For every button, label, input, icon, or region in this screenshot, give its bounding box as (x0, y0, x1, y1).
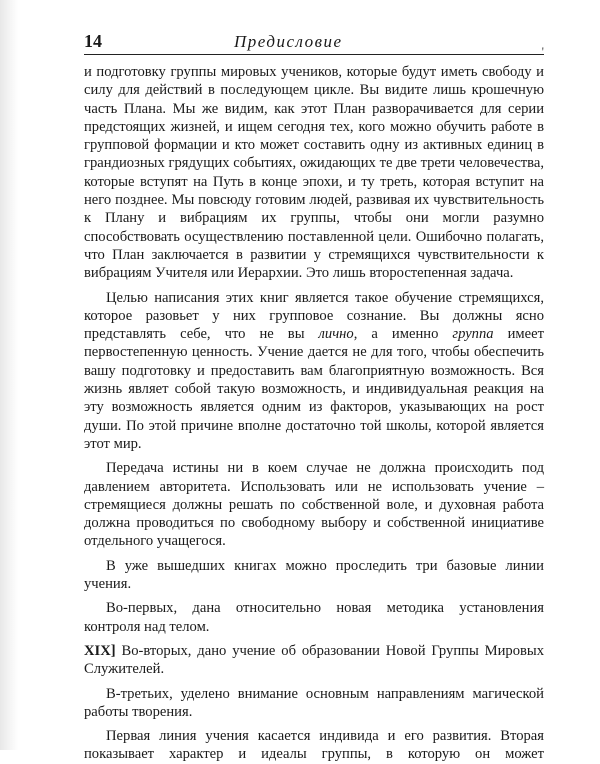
paragraph (84, 642, 544, 679)
binding-shadow (0, 0, 18, 750)
paragraph (84, 289, 544, 454)
paragraph (84, 557, 544, 594)
emphasis-text: лично (318, 326, 354, 343)
running-title: Предисловие (234, 32, 343, 51)
emphasis-text: группа (452, 326, 494, 343)
margin-mark: ' (541, 44, 544, 59)
body-text (84, 63, 544, 764)
page-marker: XIX] (84, 642, 116, 659)
paragraph (84, 599, 544, 636)
paragraph-text: Целью написания этих книг является такое обучение стремящихся, которое разовьет у них групповое сознание. Вы должны ясно представлять себе, что не вы (84, 289, 544, 343)
paragraph (84, 459, 544, 550)
paragraph-text: и подготовку группы мировых учеников, которые будут иметь свободу и силу для действий в последующем цикле. Вы видите лишь крошечную часть Плана. Мы же видим, как этот План разворачивается для серии предстоящих жизней, и ищем сегодня тех, кого можно обучить работе в групповой формации и кто может составить одну из активных единиц в грандиозных грядущих событиях, ожидающих те две трети человечества, которые вступят на Путь в конце эпохи, и ту треть, которая вступит на него позднее. Мы повсюду готовим людей, развивая их чувствительность к Плану и вибрациям их группы, чтобы они могли разумно способствовать осуществлению поставленной цели. Ошибочно полагать, что План заключается в развитии у стремящихся чувствительности к вибрациям Учителя или Иерархии. Это лишь второстепенная задача. (84, 64, 544, 282)
paragraph-text: имеет первостепенную ценность. Учение дается не для того, чтобы обеспечить вашу подготовку и предоставить вам благоприятную возможность. Вся жизнь являет собой такую возможность, и индивидуальная реакция на эту возможность является одним из факторов, указывающих на рост души. По этой причине вполне достаточно той школы, которой является этот мир. (84, 326, 544, 452)
paragraph-text: В уже вышедших книгах можно проследить три базовые линии учения. (84, 557, 544, 593)
paragraph-text: Во-вторых, дано учение об образовании Новой Группы Мировых Служителей. (84, 642, 544, 678)
paragraph (84, 685, 544, 722)
paragraph (84, 727, 544, 764)
paragraph-text: Передача истины ни в коем случае не должна происходить под давлением авторитета. Использовать или не использовать учение – стремящиеся должны решать по собственной воле, и духовная работа должна проводиться по свободному выбору и собственной инициативе отдельного учащегося. (84, 460, 544, 550)
page-header (84, 24, 544, 59)
paragraph-text: В-третьих, уделено внимание основным направлениям магической работы творения. (84, 685, 544, 720)
paragraph-text: Во-первых, дана относительно новая методика установления контроля над телом. (84, 600, 544, 635)
paragraph-text: Первая линия учения касается индивида и его развития. Вторая показывает характер и идеалы группы, в которую он может (84, 728, 544, 763)
paragraph (84, 63, 544, 283)
paragraph-text: , а именно (353, 326, 453, 343)
page-number: 14 (84, 31, 102, 51)
